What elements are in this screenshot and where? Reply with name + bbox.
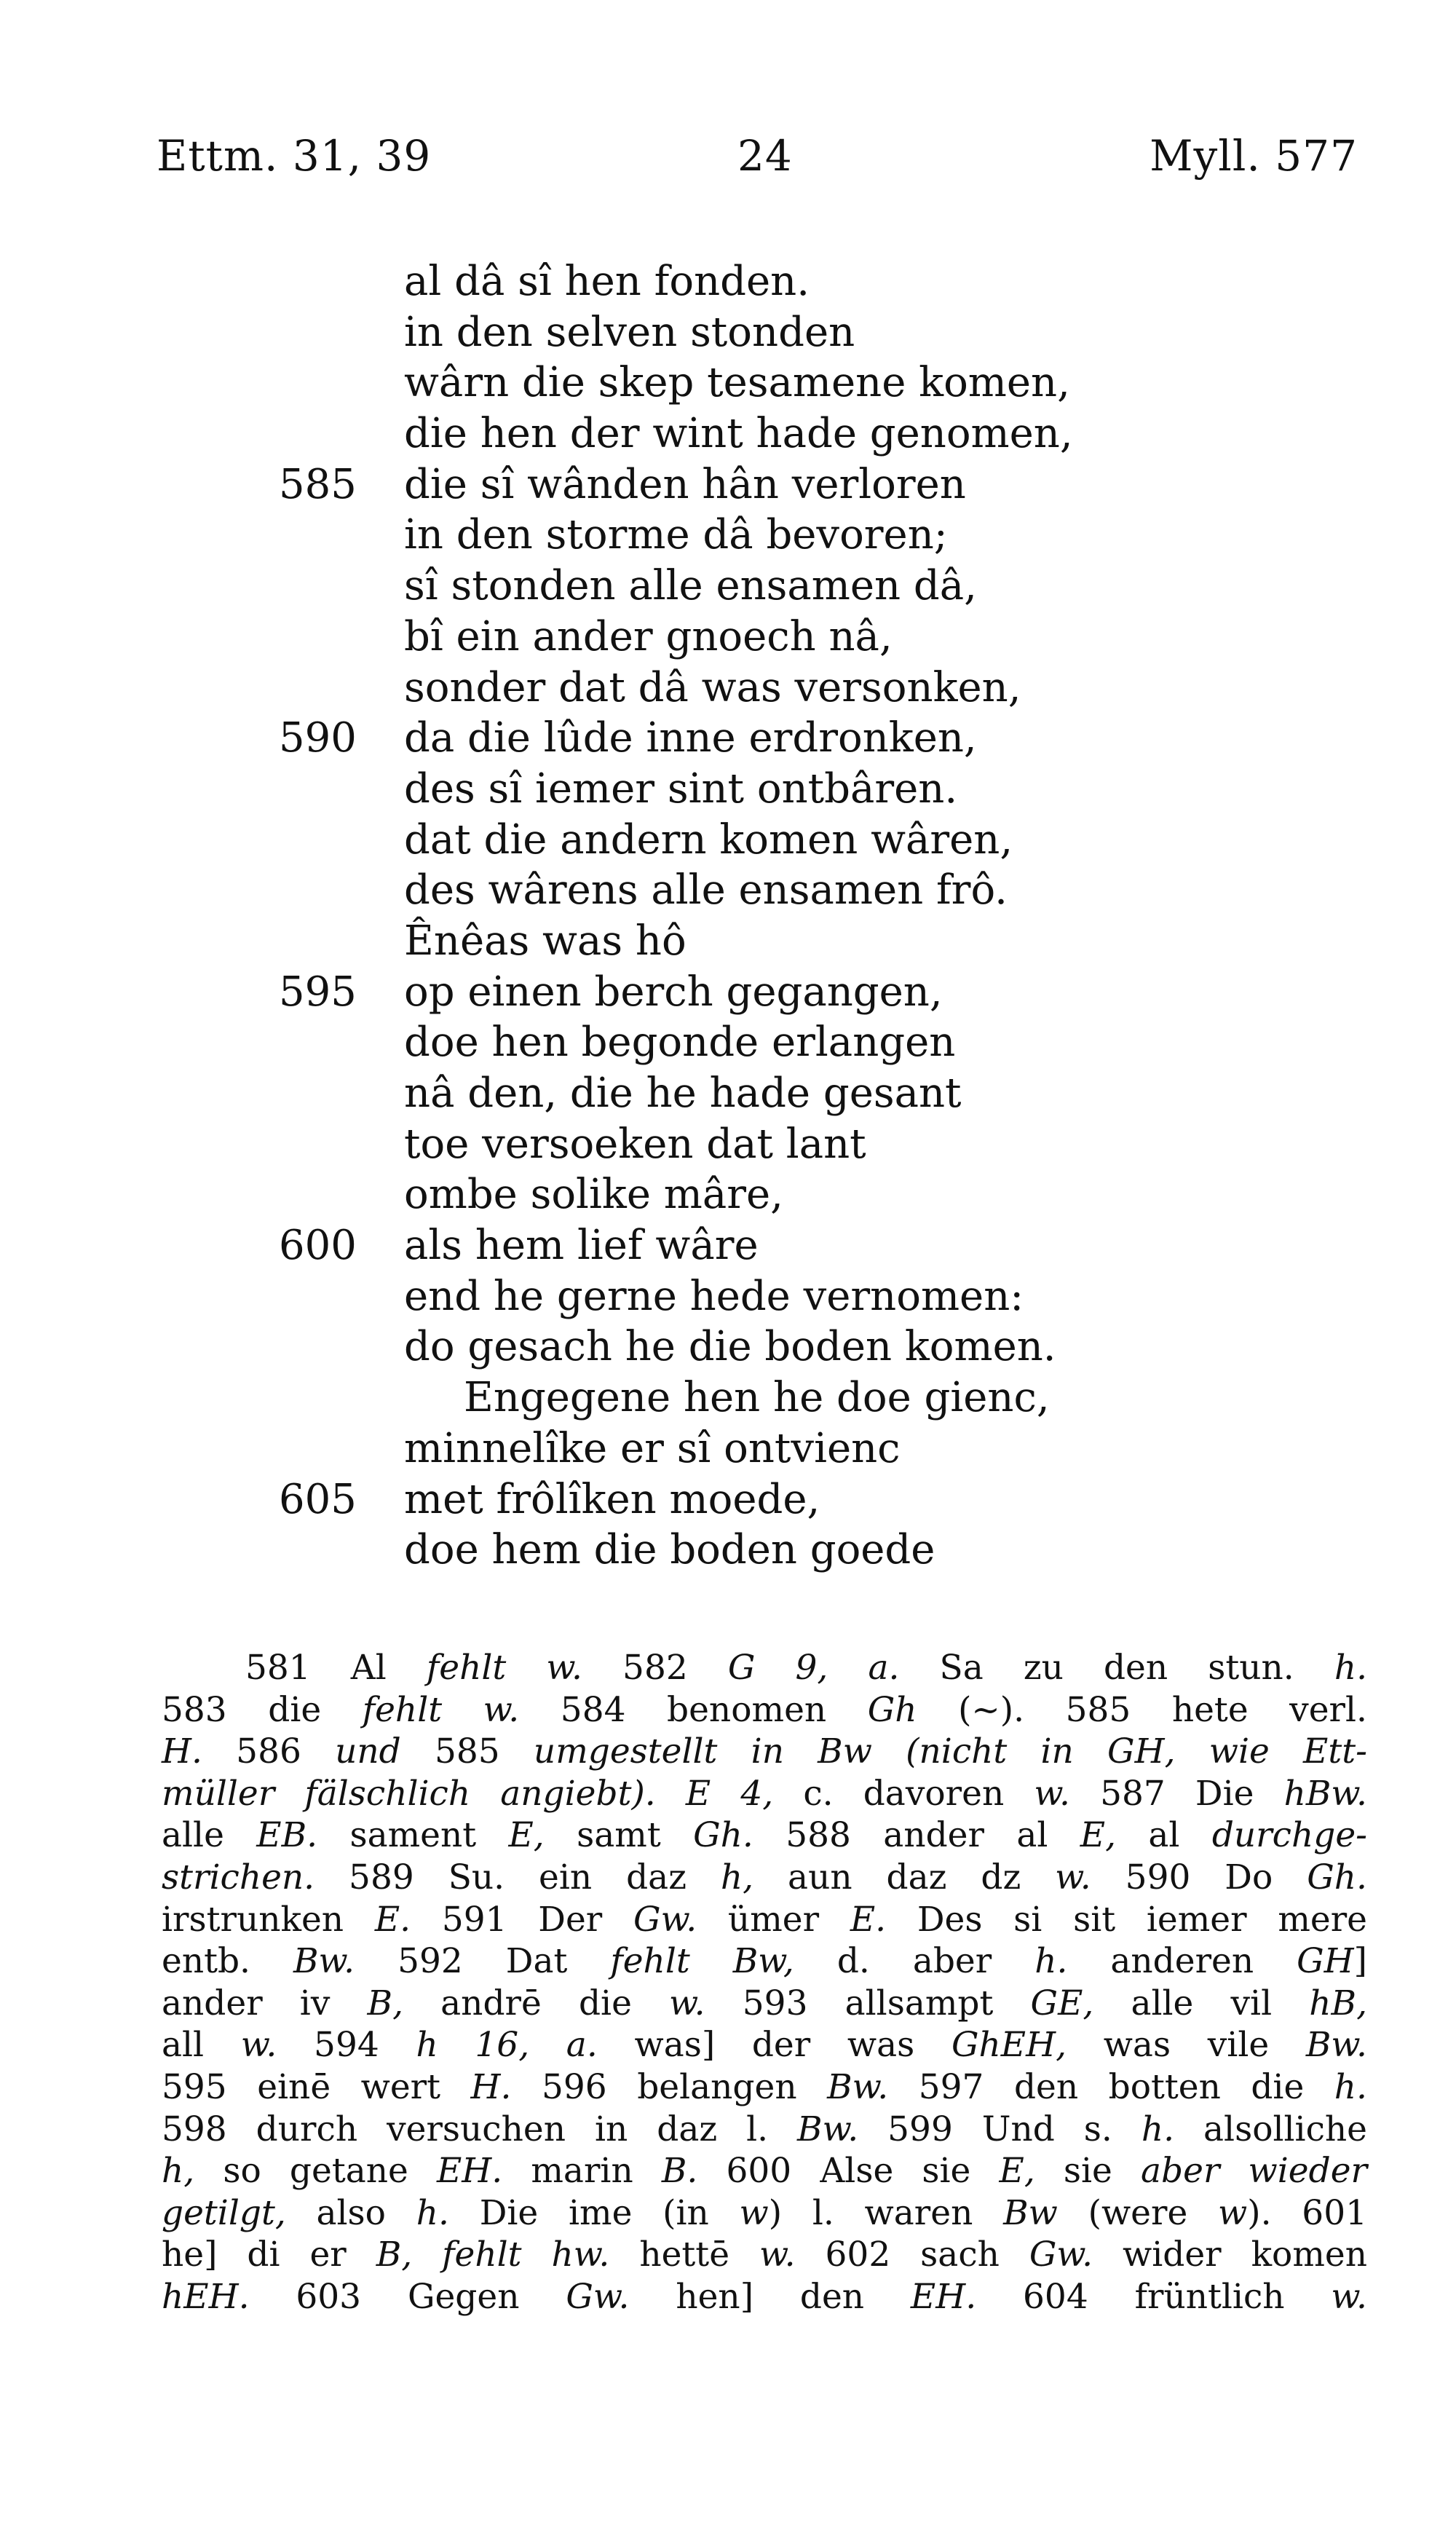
verse-text: op einen berch gegangen, [404, 968, 943, 1016]
verse-line [0, 1119, 1456, 1170]
verse-text: al dâ sî hen fonden. [404, 258, 810, 305]
verse-text: doe hen begonde erlangen [404, 1019, 956, 1067]
apparatus-text: ümer [697, 1899, 850, 1940]
apparatus-text: hettē [609, 2235, 759, 2275]
verse-line [0, 1525, 1456, 1576]
apparatus-line [162, 1983, 1367, 2025]
apparatus-text: was vile [1067, 2025, 1306, 2066]
verse-line [0, 1423, 1456, 1474]
verse-text: minnelîke er sî ontvienc [404, 1424, 901, 1472]
verse-line [0, 561, 1456, 612]
verse-line [0, 663, 1456, 714]
apparatus-text: 581 Al [245, 1648, 427, 1688]
apparatus-line [162, 1814, 1367, 1857]
apparatus-siglum: H. [162, 1731, 202, 1772]
apparatus-siglum: GH [1297, 1941, 1354, 1982]
page-number: 24 [737, 131, 793, 181]
apparatus-text: ] [1353, 1941, 1367, 1982]
verse-line [0, 459, 1456, 510]
verse-line [0, 307, 1456, 358]
apparatus-siglum: aber wieder [1141, 2151, 1367, 2192]
apparatus-text: 582 [582, 1648, 728, 1688]
apparatus-text: 588 ander al [753, 1815, 1080, 1856]
apparatus-text: irstrunken [162, 1899, 375, 1940]
apparatus-siglum: h. [1334, 2066, 1367, 2107]
verse-text: bî ein ander gnoech nâ, [404, 612, 893, 660]
apparatus-text: (were [1057, 2192, 1219, 2233]
apparatus-siglum: müller fälschlich angiebt). [162, 1773, 656, 1814]
verse-text: sonder dat dâ was versonken, [404, 663, 1021, 711]
verse-line [0, 408, 1456, 459]
verse-line [0, 1474, 1456, 1525]
apparatus-text: 599 Und s. [858, 2109, 1142, 2149]
apparatus-siglum: h. [1334, 1648, 1368, 1688]
verse-text: met frôlîken moede, [404, 1475, 820, 1523]
apparatus-text: 586 [202, 1731, 336, 1772]
verse-text: da die lûde inne erdronken, [404, 714, 977, 762]
apparatus-text: alle [162, 1815, 257, 1856]
verse-text: toe versoeken dat lant [404, 1120, 866, 1168]
verse-line [0, 764, 1456, 815]
apparatus-text: hen] den [629, 2276, 911, 2317]
apparatus-siglum: durchge- [1211, 1815, 1368, 1856]
verse-text: als hem lief wâre [404, 1222, 759, 1270]
apparatus-text: 597 den botten die [888, 2066, 1334, 2107]
apparatus-text: alle vil [1093, 1983, 1310, 2023]
apparatus-text: 598 durch versuchen in daz l. [162, 2109, 798, 2149]
verse-text: des sî iemer sint ontbâren. [404, 765, 958, 813]
apparatus-text: 589 Su. ein daz [314, 1857, 721, 1897]
verse-text: Ênêas was hô [404, 917, 687, 965]
apparatus-line [162, 1940, 1367, 1983]
apparatus-siglum: h. [416, 2192, 449, 2233]
apparatus-text: 600 Alse sie [697, 2151, 1000, 2192]
apparatus-siglum: EB. [256, 1815, 318, 1856]
verse-line [0, 1271, 1456, 1322]
apparatus-line [162, 1731, 1367, 1773]
apparatus-text: ander iv [162, 1983, 368, 2023]
apparatus-siglum: w. [1331, 2276, 1367, 2317]
apparatus-siglum: E, [1080, 1815, 1117, 1856]
apparatus-siglum: Gw. [566, 2276, 630, 2317]
apparatus-text: wider komen [1093, 2235, 1368, 2275]
apparatus-text: al [1116, 1815, 1212, 1856]
verse-text: nâ den, die he hade gesant [404, 1070, 962, 1117]
apparatus-text: d. aber [794, 1941, 1035, 1982]
apparatus-siglum: Gh [867, 1689, 917, 1730]
verse-line [0, 1322, 1456, 1372]
verse-text: do gesach he die boden komen. [404, 1323, 1056, 1371]
verse-number: 590 [279, 714, 357, 762]
apparatus-siglum: und [335, 1731, 401, 1772]
header-left: Ettm. 31, 39 [157, 131, 432, 181]
apparatus-line [162, 1647, 1367, 1689]
apparatus-siglum: h, [720, 1857, 754, 1897]
apparatus-siglum: w. [1055, 1857, 1091, 1897]
apparatus-siglum: hB, [1309, 1983, 1368, 2023]
apparatus-siglum: h. [1034, 1941, 1068, 1982]
apparatus-siglum: E. [850, 1899, 887, 1940]
critical-apparatus [162, 1647, 1367, 2318]
apparatus-siglum: h. [1141, 2109, 1175, 2149]
verse-block [0, 256, 1456, 1576]
apparatus-siglum: fehlt w. [362, 1689, 520, 1730]
apparatus-text: (~). 585 hete verl. [917, 1689, 1367, 1730]
apparatus-siglum: B, [367, 1983, 404, 2023]
apparatus-text: 584 benomen [519, 1689, 868, 1730]
verse-text: die sî wânden hân verloren [404, 460, 966, 508]
apparatus-text: 587 Die [1069, 1773, 1284, 1814]
apparatus-siglum: Gh. [693, 1815, 753, 1856]
apparatus-text: entb. [162, 1941, 293, 1982]
apparatus-siglum: EH. [910, 2276, 977, 2317]
apparatus-text: 592 Dat [355, 1941, 611, 1982]
verse-line [0, 612, 1456, 663]
apparatus-line [162, 1899, 1367, 1941]
apparatus-text: marin [502, 2151, 662, 2192]
apparatus-text: sie [1034, 2151, 1142, 2192]
apparatus-siglum: hEH. [162, 2276, 250, 2317]
apparatus-line [162, 2276, 1367, 2318]
apparatus-text: 591 Der [411, 1899, 634, 1940]
apparatus-line [162, 1689, 1367, 1731]
apparatus-text: sament [317, 1815, 509, 1856]
apparatus-text: 604 früntlich [976, 2276, 1332, 2317]
apparatus-siglum: B. [661, 2151, 698, 2192]
apparatus-line [162, 2234, 1367, 2276]
verse-text: ombe solike mâre, [404, 1171, 783, 1219]
apparatus-siglum: Bw. [827, 2066, 889, 2107]
verse-text: doe hem die boden goede [404, 1526, 935, 1574]
apparatus-text: ). 601 [1247, 2192, 1367, 2233]
apparatus-siglum: Bw [1003, 2192, 1058, 2233]
apparatus-siglum: Bw. [797, 2109, 859, 2149]
apparatus-siglum: E 4, [685, 1773, 774, 1814]
apparatus-text [656, 1774, 686, 1814]
apparatus-siglum: fehlt w. [426, 1648, 582, 1688]
apparatus-text: 585 [400, 1731, 534, 1772]
verse-number: 600 [279, 1222, 357, 1270]
apparatus-line [162, 2192, 1367, 2235]
verse-line [0, 967, 1456, 1018]
apparatus-siglum: w. [759, 2235, 796, 2275]
apparatus-text: Sa zu den stun. [899, 1648, 1334, 1688]
apparatus-siglum: getilgt, [162, 2192, 286, 2233]
apparatus-text: andrē die [403, 1983, 670, 2023]
verse-line [0, 1372, 1456, 1423]
apparatus-siglum: H. [470, 2066, 512, 2107]
verse-text: des wârens alle ensamen frô. [404, 866, 1008, 915]
apparatus-text: c. davoren [773, 1773, 1034, 1814]
apparatus-siglum: E, [999, 2151, 1035, 2192]
verse-number: 585 [279, 460, 357, 508]
verse-line [0, 256, 1456, 307]
apparatus-text: samt [544, 1815, 694, 1856]
apparatus-text: 593 allsampt [705, 1983, 1031, 2023]
verse-text: die hen der wint hade genomen, [404, 410, 1073, 458]
verse-text: end he gerne hede vernomen: [404, 1272, 1024, 1320]
apparatus-line [162, 1773, 1367, 1815]
apparatus-siglum: GhEH, [951, 2025, 1067, 2066]
verse-text: sî stonden alle ensamen dâ, [404, 562, 977, 610]
apparatus-text: alsolliche [1174, 2109, 1367, 2149]
apparatus-line [162, 1857, 1367, 1899]
apparatus-text: also [285, 2192, 416, 2233]
verse-line [0, 358, 1456, 408]
apparatus-text: ) l. waren [768, 2192, 1004, 2233]
verse-line [0, 1169, 1456, 1220]
apparatus-siglum: E. [374, 1899, 411, 1940]
apparatus-siglum: w [1218, 2192, 1248, 2233]
verse-line [0, 713, 1456, 764]
verse-text: in den storme dâ bevoren; [404, 511, 948, 559]
verse-text: Engegene hen he doe gienc, [464, 1374, 1050, 1422]
apparatus-line [162, 2109, 1367, 2151]
verse-line [0, 1220, 1456, 1271]
verse-number: 605 [279, 1475, 357, 1523]
apparatus-text: 596 belangen [511, 2066, 828, 2107]
verse-text: dat die andern komen wâren, [404, 815, 1013, 864]
apparatus-text: aun daz dz [753, 1857, 1056, 1897]
apparatus-text: 595 einē wert [162, 2066, 471, 2107]
header-right: Myll. 577 [1150, 131, 1358, 181]
verse-text: in den selven stonden [404, 308, 855, 356]
apparatus-text: 603 Gegen [249, 2276, 566, 2317]
apparatus-siglum: w. [240, 2025, 277, 2066]
apparatus-siglum: w. [1034, 1773, 1070, 1814]
verse-text: wârn die skep tesamene komen, [404, 359, 1070, 407]
apparatus-siglum: B, fehlt hw. [376, 2235, 610, 2275]
apparatus-siglum: hBw. [1283, 1773, 1367, 1814]
apparatus-text: 583 die [162, 1689, 363, 1730]
apparatus-text: 594 [277, 2025, 416, 2066]
apparatus-text: all [162, 2025, 241, 2066]
verse-line [0, 815, 1456, 866]
verse-line [0, 865, 1456, 916]
apparatus-siglum: G 9, a. [727, 1648, 900, 1688]
apparatus-siglum: h, [162, 2151, 195, 2192]
apparatus-text: 590 Do [1091, 1857, 1307, 1897]
apparatus-line [162, 2066, 1367, 2109]
apparatus-siglum: E, [508, 1815, 545, 1856]
verse-number: 595 [279, 968, 357, 1016]
apparatus-line [162, 2024, 1367, 2066]
apparatus-siglum: Bw. [293, 1941, 355, 1982]
apparatus-text: he] di er [162, 2235, 376, 2275]
apparatus-text: 602 sach [795, 2235, 1029, 2275]
apparatus-text: so getane [194, 2151, 437, 2192]
apparatus-siglum: Gh. [1307, 1857, 1367, 1897]
apparatus-siglum: w. [669, 1983, 705, 2023]
apparatus-siglum: Gw. [633, 1899, 697, 1940]
verse-line [0, 1068, 1456, 1119]
apparatus-siglum: umgestellt in Bw (nicht in GH, wie Ett- [533, 1731, 1368, 1772]
apparatus-siglum: GE, [1030, 1983, 1094, 2023]
apparatus-siglum: h 16, a. [416, 2025, 598, 2066]
apparatus-siglum: fehlt Bw, [610, 1941, 794, 1982]
apparatus-line [162, 2150, 1367, 2192]
apparatus-text: Des si sit iemer mere [886, 1899, 1367, 1940]
verse-line [0, 510, 1456, 561]
apparatus-siglum: Gw. [1029, 2235, 1093, 2275]
apparatus-siglum: w [739, 2192, 769, 2233]
apparatus-text: Die ime (in [448, 2192, 740, 2233]
apparatus-siglum: Bw. [1305, 2025, 1367, 2066]
apparatus-siglum: strichen. [162, 1857, 315, 1897]
apparatus-text: was] der was [597, 2025, 951, 2066]
apparatus-siglum: EH. [436, 2151, 503, 2192]
verse-line [0, 916, 1456, 967]
verse-line [0, 1017, 1456, 1068]
apparatus-text: anderen [1067, 1941, 1297, 1982]
